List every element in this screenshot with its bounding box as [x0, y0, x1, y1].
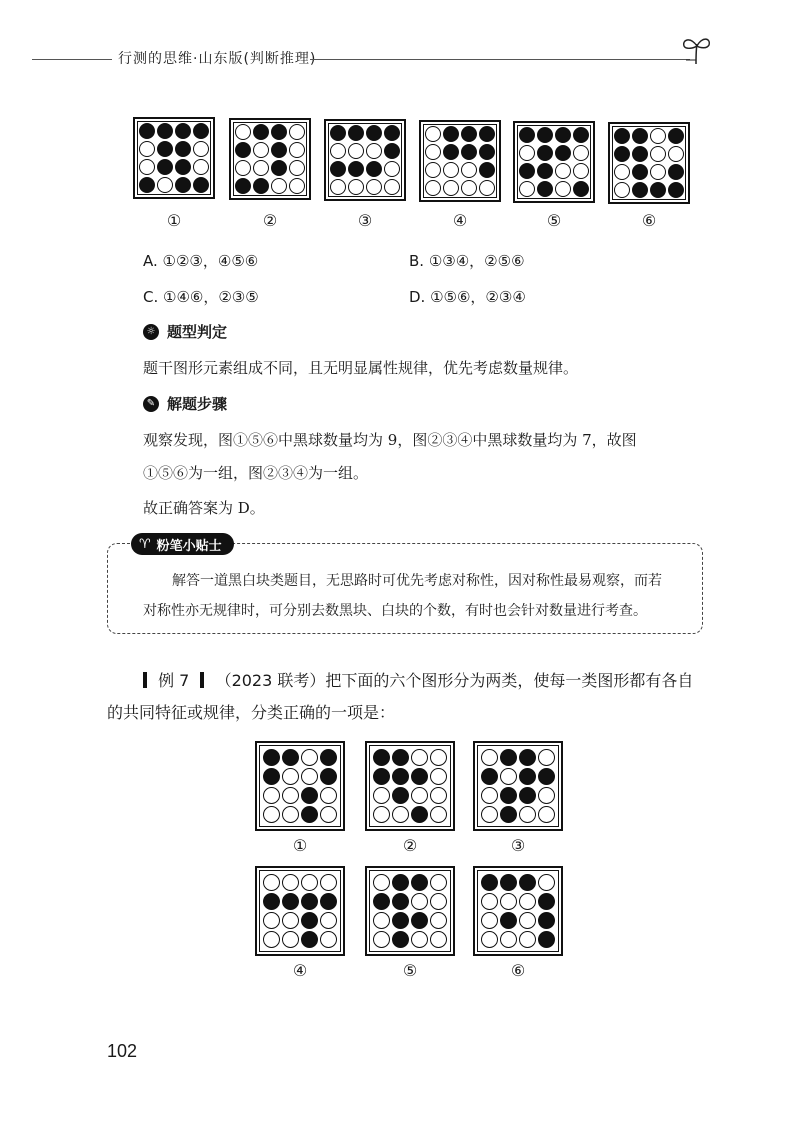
black-circle [263, 768, 280, 785]
black-circle [668, 164, 684, 180]
black-circle [650, 182, 666, 198]
black-circle [282, 749, 299, 766]
black-circle [330, 125, 346, 141]
option-d: D. ①⑤⑥，②③④ [409, 288, 526, 306]
example7-tag: 例 7 [158, 671, 190, 690]
black-circle [392, 787, 409, 804]
white-circle [301, 768, 318, 785]
solution-steps-heading [143, 393, 227, 414]
black-circle [481, 874, 498, 891]
black-circle [461, 144, 477, 160]
white-circle [519, 181, 535, 197]
page-number: 102 [107, 1041, 138, 1061]
example7-question-line2: 的共同特征或规律，分类正确的一项是： [107, 703, 396, 722]
white-circle [430, 806, 447, 823]
black-circle [139, 123, 155, 139]
black-circle [479, 126, 495, 142]
black-circle [193, 177, 209, 193]
black-circle [519, 127, 535, 143]
white-circle [573, 163, 589, 179]
white-circle [263, 874, 280, 891]
white-circle [366, 143, 382, 159]
question6-figure-label-4: ④ [452, 211, 468, 230]
example7-figure-label-3: ③ [510, 836, 526, 855]
example7-figure-2 [365, 741, 455, 831]
black-circle [443, 126, 459, 142]
white-circle [411, 749, 428, 766]
black-circle [271, 124, 287, 140]
black-circle [519, 768, 536, 785]
white-circle [392, 806, 409, 823]
white-circle [320, 931, 337, 948]
black-circle [479, 144, 495, 160]
black-circle [573, 127, 589, 143]
black-circle [411, 912, 428, 929]
white-circle [461, 162, 477, 178]
black-circle [392, 931, 409, 948]
white-circle [373, 912, 390, 929]
dot-grid [614, 128, 684, 198]
white-circle [519, 931, 536, 948]
black-circle [537, 181, 553, 197]
black-circle [366, 161, 382, 177]
dot-grid [235, 124, 305, 194]
white-circle [555, 163, 571, 179]
sprout-small-icon: ♈ [139, 536, 151, 552]
question6-figure-2 [229, 118, 311, 200]
black-circle [320, 749, 337, 766]
white-circle [301, 749, 318, 766]
black-circle [392, 768, 409, 785]
white-circle [481, 931, 498, 948]
white-circle [271, 178, 287, 194]
type-judgement-label: 题型判定 [167, 323, 228, 341]
white-circle [538, 806, 555, 823]
white-circle [282, 768, 299, 785]
black-circle [614, 146, 630, 162]
black-circle [519, 874, 536, 891]
white-circle [139, 141, 155, 157]
black-circle [373, 768, 390, 785]
white-circle [263, 931, 280, 948]
example7-figure-6 [473, 866, 563, 956]
white-circle [373, 931, 390, 948]
tips-badge-label: 粉笔小贴士 [156, 538, 222, 554]
black-circle [614, 128, 630, 144]
white-circle [430, 931, 447, 948]
type-judgement-text: 题干图形元素组成不同，且无明显属性规律，优先考虑数量规律。 [143, 359, 579, 377]
white-circle [500, 931, 517, 948]
white-circle [193, 159, 209, 175]
white-circle [348, 179, 364, 195]
black-circle [301, 787, 318, 804]
dot-grid [519, 127, 589, 197]
black-circle [271, 142, 287, 158]
black-circle [632, 146, 648, 162]
white-circle [555, 181, 571, 197]
white-circle [650, 164, 666, 180]
running-header-title: 行测的思维·山东版(判断推理) [118, 51, 317, 67]
white-circle [461, 180, 477, 196]
white-circle [373, 874, 390, 891]
example7-figure-label-2: ② [402, 836, 418, 855]
white-circle [481, 787, 498, 804]
black-circle [384, 143, 400, 159]
white-circle [425, 162, 441, 178]
option-c: C. ①④⑥，②③⑤ [143, 288, 259, 306]
white-circle [519, 893, 536, 910]
question6-figure-label-1: ① [166, 211, 182, 230]
black-circle [348, 125, 364, 141]
black-circle [500, 806, 517, 823]
white-circle [430, 749, 447, 766]
black-circle [301, 931, 318, 948]
black-circle [443, 144, 459, 160]
black-circle [301, 912, 318, 929]
black-circle [537, 145, 553, 161]
tips-badge [131, 533, 234, 555]
white-circle [320, 912, 337, 929]
white-circle [330, 179, 346, 195]
black-circle [500, 874, 517, 891]
white-circle [282, 874, 299, 891]
white-circle [253, 142, 269, 158]
solution-steps-line1: 观察发现，图①⑤⑥中黑球数量均为 9，图②③④中黑球数量均为 7，故图 [143, 431, 637, 449]
black-circle [235, 178, 251, 194]
example7-figure-label-5: ⑤ [402, 961, 418, 980]
white-circle [443, 180, 459, 196]
dot-grid [481, 874, 555, 948]
black-circle [157, 141, 173, 157]
black-circle [175, 159, 191, 175]
white-circle [348, 143, 364, 159]
white-circle [139, 159, 155, 175]
dot-grid [373, 874, 447, 948]
question6-figure-4 [419, 120, 501, 202]
white-circle [330, 143, 346, 159]
white-circle [253, 160, 269, 176]
white-circle [301, 874, 318, 891]
white-circle [481, 912, 498, 929]
dot-grid [481, 749, 555, 823]
white-circle [479, 180, 495, 196]
black-circle [373, 893, 390, 910]
question6-figure-label-3: ③ [357, 211, 373, 230]
white-circle [384, 179, 400, 195]
black-circle [392, 912, 409, 929]
white-circle [263, 787, 280, 804]
white-circle [519, 912, 536, 929]
black-circle [411, 806, 428, 823]
black-circle [537, 127, 553, 143]
white-circle [650, 146, 666, 162]
black-circle [555, 127, 571, 143]
black-circle [235, 142, 251, 158]
black-circle [632, 128, 648, 144]
black-circle [320, 768, 337, 785]
dot-grid [425, 126, 495, 196]
black-circle [668, 182, 684, 198]
white-circle [538, 749, 555, 766]
example7-question-line1: （2023 联考）把下面的六个图形分为两类，使每一类图形都有各自 [215, 671, 694, 690]
example7-figure-5 [365, 866, 455, 956]
black-circle [301, 806, 318, 823]
black-circle [668, 128, 684, 144]
white-circle [320, 874, 337, 891]
black-circle [193, 123, 209, 139]
question6-figure-5 [513, 121, 595, 203]
white-circle [430, 912, 447, 929]
black-circle [392, 874, 409, 891]
question6-figure-6 [608, 122, 690, 204]
dot-grid [373, 749, 447, 823]
tips-line2: 对称性亦无规律时，可分别去数黑块、白块的个数，有时也会针对数量进行考查。 [143, 603, 647, 619]
question6-figure-label-5: ⑤ [546, 211, 562, 230]
white-circle [193, 141, 209, 157]
white-circle [538, 787, 555, 804]
black-circle [139, 177, 155, 193]
white-circle [519, 145, 535, 161]
header-rule-left [32, 59, 112, 60]
example7-figure-3 [473, 741, 563, 831]
black-circle [348, 161, 364, 177]
white-circle [500, 893, 517, 910]
question6-figure-label-2: ② [262, 211, 278, 230]
dot-grid [330, 125, 400, 195]
white-circle [282, 806, 299, 823]
white-circle [430, 787, 447, 804]
white-circle [481, 806, 498, 823]
white-circle [235, 124, 251, 140]
white-circle [282, 931, 299, 948]
white-circle [263, 806, 280, 823]
black-circle [301, 893, 318, 910]
dot-grid [139, 123, 209, 193]
black-circle [538, 931, 555, 948]
white-circle [366, 179, 382, 195]
black-circle [263, 893, 280, 910]
white-circle [538, 874, 555, 891]
black-circle [481, 768, 498, 785]
white-circle [481, 893, 498, 910]
question6-figure-1 [133, 117, 215, 199]
white-circle [289, 142, 305, 158]
black-circle [519, 749, 536, 766]
white-circle [668, 146, 684, 162]
black-circle [479, 162, 495, 178]
option-b: B. ①③④，②⑤⑥ [409, 252, 525, 270]
white-circle [282, 787, 299, 804]
white-circle [373, 806, 390, 823]
black-circle [263, 749, 280, 766]
white-circle [443, 162, 459, 178]
black-circle [519, 787, 536, 804]
black-circle [632, 164, 648, 180]
option-a: A. ①②③，④⑤⑥ [143, 252, 259, 270]
black-circle [538, 912, 555, 929]
tips-line1: 解答一道黑白块类题目，无思路时可优先考虑对称性，因对称性最易观察，而若 [172, 573, 662, 589]
white-circle [430, 768, 447, 785]
example7-figure-4 [255, 866, 345, 956]
white-circle [289, 124, 305, 140]
black-circle [537, 163, 553, 179]
white-circle [235, 160, 251, 176]
black-circle [253, 124, 269, 140]
white-circle [425, 180, 441, 196]
white-circle [289, 178, 305, 194]
white-circle [157, 177, 173, 193]
black-circle [519, 163, 535, 179]
black-circle [157, 123, 173, 139]
black-circle [538, 893, 555, 910]
white-circle [320, 787, 337, 804]
white-circle [411, 893, 428, 910]
white-circle [320, 806, 337, 823]
black-circle [175, 123, 191, 139]
dot-grid [263, 874, 337, 948]
question6-figure-label-6: ⑥ [641, 211, 657, 230]
example7-figure-1 [255, 741, 345, 831]
solution-steps-line2: ①⑤⑥为一组，图②③④为一组。 [143, 464, 369, 482]
black-circle [500, 787, 517, 804]
white-circle [500, 768, 517, 785]
black-circle [461, 126, 477, 142]
white-circle [481, 749, 498, 766]
white-circle [519, 806, 536, 823]
black-circle [253, 178, 269, 194]
black-circle [500, 749, 517, 766]
black-circle [411, 874, 428, 891]
dot-grid [263, 749, 337, 823]
black-circle [411, 768, 428, 785]
white-circle [289, 160, 305, 176]
white-circle [614, 164, 630, 180]
white-circle [430, 893, 447, 910]
white-circle [650, 128, 666, 144]
white-circle [425, 126, 441, 142]
answer-text: 故正确答案为 D。 [143, 499, 265, 517]
black-circle [500, 912, 517, 929]
white-circle [430, 874, 447, 891]
black-circle [538, 768, 555, 785]
black-circle [392, 893, 409, 910]
black-circle [282, 893, 299, 910]
white-circle [411, 787, 428, 804]
header-rule-right [310, 59, 690, 60]
example7-figure-label-6: ⑥ [510, 961, 526, 980]
black-circle [175, 177, 191, 193]
question6-figure-3 [324, 119, 406, 201]
example7-line1 [143, 668, 693, 691]
black-circle [157, 159, 173, 175]
white-circle [373, 787, 390, 804]
white-circle [573, 145, 589, 161]
white-circle [614, 182, 630, 198]
example-bar-left [143, 672, 147, 688]
black-circle [555, 145, 571, 161]
example7-figure-label-1: ① [292, 836, 308, 855]
sprout-icon [676, 34, 716, 68]
black-circle [175, 141, 191, 157]
black-circle [392, 749, 409, 766]
type-judgement-heading [143, 321, 227, 342]
black-circle [573, 181, 589, 197]
example7-figure-label-4: ④ [292, 961, 308, 980]
black-circle [271, 160, 287, 176]
black-circle [384, 125, 400, 141]
black-circle [373, 749, 390, 766]
pen-icon: ✎ [143, 396, 159, 412]
solution-steps-label: 解题步骤 [167, 395, 228, 413]
black-circle [632, 182, 648, 198]
white-circle [384, 161, 400, 177]
black-circle [366, 125, 382, 141]
example-bar-right [200, 672, 204, 688]
black-circle [330, 161, 346, 177]
black-circle [320, 893, 337, 910]
white-circle [263, 912, 280, 929]
white-circle [425, 144, 441, 160]
bulb-icon: ☼ [143, 324, 159, 340]
white-circle [411, 931, 428, 948]
white-circle [282, 912, 299, 929]
